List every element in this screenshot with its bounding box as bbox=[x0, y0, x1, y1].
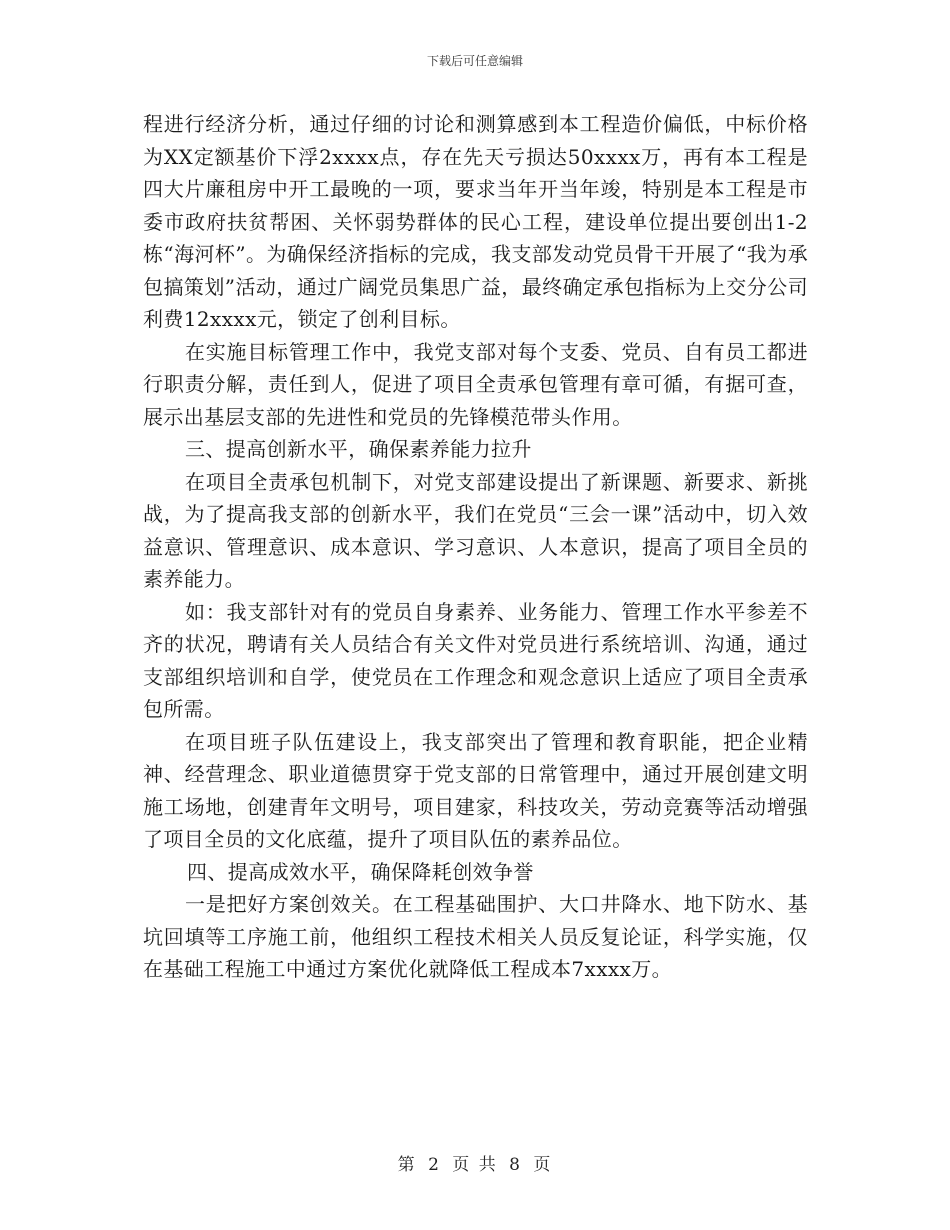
footer-middle: 页 共 bbox=[452, 1155, 498, 1175]
total-page-number: 8 bbox=[509, 1155, 522, 1175]
current-page-number: 2 bbox=[428, 1155, 441, 1175]
section-heading-4: 四、提高成效水平，确保降耗创效争誉 bbox=[187, 859, 534, 884]
paragraph-team-building: 在项目班子队伍建设上，我支部突出了管理和教育职能，把企业精神、经营理念、职业道德贯穿于党支部的日常管理中，通过开展创建文明施工场地，创建青年文明号，项目建家，科技攻关，劳动竞赛等活动增强了项目全员的文化底蕴，提升了项目队伍的素养品位。 bbox=[143, 729, 808, 851]
paragraph-continuation: 程进行经济分析，通过仔细的讨论和测算感到本工程造价偏低，中标价格为XX定额基价下浮2xxxx点，存在先天亏损达50xxxx万，再有本工程是四大片廉租房中开工最晚的一项，要求当年开当年竣，特别是本工程是市委市政府扶贫帮困、关怀弱势群体的民心工程，建设单位提出要创出1-2栋“海河杯”。为确保经济指标的完成，我支部发动党员骨干开展了“我为承包搞策划”活动，通过广阔党员集思广益，最终确定承包指标为上交分公司利费12xxxx元，锁定了创利目标。 bbox=[143, 112, 808, 331]
paragraph-example-training: 如：我支部针对有的党员自身素养、业务能力、管理工作水平参差不齐的状况，聘请有关人员结合有关文件对党员进行系统培训、沟通，通过支部组织培训和自学，使党员在工作理念和观念意识上适应了项目全责承包所需。 bbox=[143, 599, 808, 721]
paragraph-target-management: 在实施目标管理工作中，我党支部对每个支委、党员、自有员工都进行职责分解，责任到人，促进了项目全责承包管理有章可循，有据可查，展示出基层支部的先进性和党员的先锋模范带头作用。 bbox=[143, 339, 808, 429]
header-note: 下载后可任意编辑 bbox=[426, 54, 523, 68]
document-body bbox=[143, 108, 808, 986]
paragraph-plan-efficiency: 一是把好方案创效关。在工程基础围护、大口井降水、地下防水、基坑回填等工序施工前，他组织工程技术相关人员反复论证，科学实施，仅在基础工程施工中通过方案优化就降低工程成本7xxxx万。 bbox=[143, 892, 808, 981]
footer-prefix: 第 bbox=[397, 1155, 417, 1175]
footer-suffix: 页 bbox=[533, 1155, 553, 1175]
paragraph-innovation: 在项目全责承包机制下，对党支部建设提出了新课题、新要求、新挑战，为了提高我支部的创新水平，我们在党员“三会一课”活动中，切入效益意识、管理意识、成本意识、学习意识、人本意识，提高了项目全员的素养能力。 bbox=[143, 469, 808, 591]
section-heading-3: 三、提高创新水平，确保素养能力拉升 bbox=[185, 437, 532, 461]
page-footer bbox=[0, 1150, 950, 1175]
